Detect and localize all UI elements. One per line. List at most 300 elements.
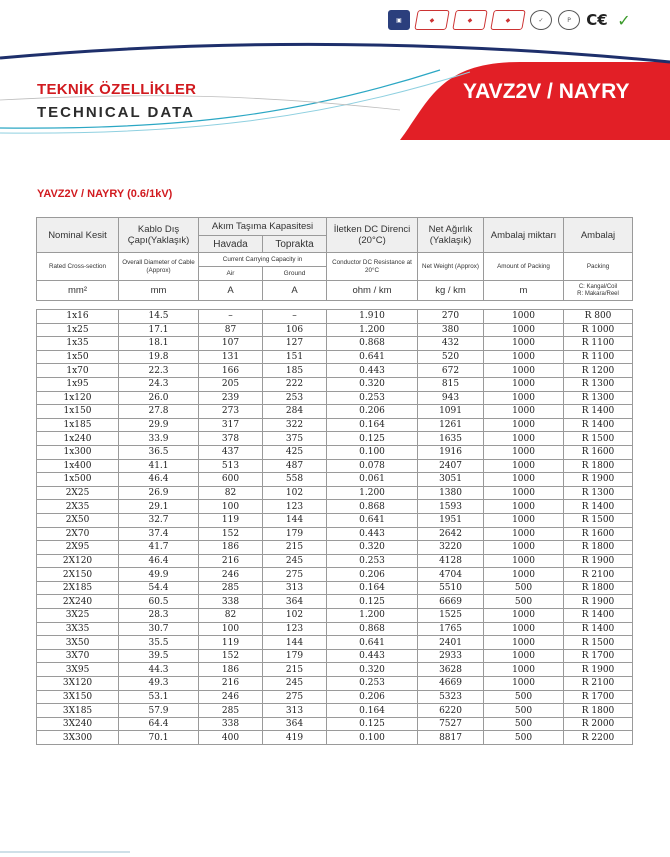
table-row xyxy=(37,459,633,473)
cell-packing: R 1300 xyxy=(564,377,633,391)
cell-section: 2X240 xyxy=(37,595,119,609)
cell-packing: R 1900 xyxy=(564,554,633,568)
cell-air: 186 xyxy=(199,663,263,677)
cell-amount: 500 xyxy=(484,731,564,745)
cell-diameter: 18.1 xyxy=(119,337,199,351)
cell-diameter: 30.7 xyxy=(119,622,199,636)
ul-mark-icon: ✓ xyxy=(530,10,552,30)
table-row xyxy=(37,541,633,555)
cell-weight: 380 xyxy=(418,323,484,337)
unit-ground: A xyxy=(263,281,327,301)
cell-weight: 1916 xyxy=(418,445,484,459)
header-air-en: Air xyxy=(199,267,263,281)
table-row xyxy=(37,364,633,378)
cell-resistance: 1.910 xyxy=(327,310,418,324)
cell-packing: R 1100 xyxy=(564,350,633,364)
cell-section: 2X25 xyxy=(37,486,119,500)
cell-packing: R 1600 xyxy=(564,527,633,541)
table-row xyxy=(37,622,633,636)
cell-amount: 1000 xyxy=(484,609,564,623)
cell-resistance: 0.641 xyxy=(327,513,418,527)
cell-weight: 8817 xyxy=(418,731,484,745)
cell-diameter: 32.7 xyxy=(119,513,199,527)
cell-amount: 1000 xyxy=(484,636,564,650)
cell-air: 400 xyxy=(199,731,263,745)
header-ampacity-tr: Akım Taşıma Kapasitesi xyxy=(199,218,327,236)
header-nominal-tr: Nominal Kesit xyxy=(37,218,119,253)
cell-section: 2X95 xyxy=(37,541,119,555)
cell-diameter: 27.8 xyxy=(119,405,199,419)
cell-air: 216 xyxy=(199,554,263,568)
cell-diameter: 54.4 xyxy=(119,581,199,595)
table-row xyxy=(37,405,633,419)
cell-air: 100 xyxy=(199,500,263,514)
header-packing-en: Packing xyxy=(564,253,633,281)
cell-resistance: 0.253 xyxy=(327,391,418,405)
cell-packing: R 1100 xyxy=(564,337,633,351)
standard-mark-icon: ▣ xyxy=(388,10,410,30)
table-row xyxy=(37,663,633,677)
cell-amount: 1000 xyxy=(484,486,564,500)
cell-resistance: 0.061 xyxy=(327,473,418,487)
cell-weight: 6220 xyxy=(418,704,484,718)
cell-air: 246 xyxy=(199,568,263,582)
table-row xyxy=(37,500,633,514)
header-nominal-en: Rated Cross-section xyxy=(37,253,119,281)
ce-mark-icon: C€ xyxy=(586,11,608,29)
section-subtitle: YAVZ2V / NAYRY (0.6/1kV) xyxy=(37,188,173,200)
cell-resistance: 1.200 xyxy=(327,486,418,500)
cell-ground: 419 xyxy=(263,731,327,745)
cell-resistance: 0.125 xyxy=(327,595,418,609)
cell-diameter: 46.4 xyxy=(119,473,199,487)
cell-diameter: 53.1 xyxy=(119,690,199,704)
cell-packing: R 1400 xyxy=(564,622,633,636)
cell-resistance: 0.206 xyxy=(327,690,418,704)
cell-section: 1x400 xyxy=(37,459,119,473)
header-packing-amount-en: Amount of Packing xyxy=(484,253,564,281)
cell-amount: 1000 xyxy=(484,527,564,541)
table-row xyxy=(37,595,633,609)
cell-ground: 253 xyxy=(263,391,327,405)
cell-resistance: 0.164 xyxy=(327,418,418,432)
cell-section: 3X25 xyxy=(37,609,119,623)
cell-resistance: 0.125 xyxy=(327,717,418,731)
cell-amount: 1000 xyxy=(484,649,564,663)
cell-ground: 275 xyxy=(263,568,327,582)
cell-amount: 1000 xyxy=(484,350,564,364)
cell-packing: R 1200 xyxy=(564,364,633,378)
table-row xyxy=(37,649,633,663)
cell-resistance: 0.078 xyxy=(327,459,418,473)
cell-resistance: 0.100 xyxy=(327,731,418,745)
cell-weight: 2642 xyxy=(418,527,484,541)
table-row xyxy=(37,337,633,351)
cell-ground: 123 xyxy=(263,622,327,636)
cell-section: 3X300 xyxy=(37,731,119,745)
cell-packing: R 1800 xyxy=(564,581,633,595)
cell-air: 285 xyxy=(199,581,263,595)
cell-diameter: 36.5 xyxy=(119,445,199,459)
cell-weight: 1635 xyxy=(418,432,484,446)
cell-ground: 313 xyxy=(263,704,327,718)
unit-diameter: mm xyxy=(119,281,199,301)
cell-diameter: 33.9 xyxy=(119,432,199,446)
cell-section: 3X185 xyxy=(37,704,119,718)
cell-diameter: 41.1 xyxy=(119,459,199,473)
cell-diameter: 49.3 xyxy=(119,677,199,691)
cell-weight: 7527 xyxy=(418,717,484,731)
tse-covid-mark-icon: ◆ xyxy=(452,10,488,30)
cell-ground: 487 xyxy=(263,459,327,473)
cell-amount: 1000 xyxy=(484,541,564,555)
cell-resistance: 0.868 xyxy=(327,337,418,351)
cell-packing: R 1500 xyxy=(564,636,633,650)
cell-ground: 151 xyxy=(263,350,327,364)
table-row xyxy=(37,350,633,364)
cell-diameter: 46.4 xyxy=(119,554,199,568)
cell-packing: R 1700 xyxy=(564,649,633,663)
cell-ground: 179 xyxy=(263,649,327,663)
cell-weight: 943 xyxy=(418,391,484,405)
table-row xyxy=(37,513,633,527)
cell-resistance: 1.200 xyxy=(327,609,418,623)
table-row xyxy=(37,527,633,541)
cell-resistance: 0.206 xyxy=(327,568,418,582)
cell-air: 82 xyxy=(199,609,263,623)
cell-air: 100 xyxy=(199,622,263,636)
cell-diameter: 49.9 xyxy=(119,568,199,582)
header-weight-tr: Net Ağırlık (Yaklaşık) xyxy=(418,218,484,253)
cell-packing: R 1000 xyxy=(564,323,633,337)
cell-air: 338 xyxy=(199,717,263,731)
cell-resistance: 0.641 xyxy=(327,350,418,364)
table-body xyxy=(37,310,633,745)
cell-weight: 1380 xyxy=(418,486,484,500)
cell-resistance: 0.641 xyxy=(327,636,418,650)
cell-diameter: 64.4 xyxy=(119,717,199,731)
rohs-mark-icon: ✓ xyxy=(617,10,631,30)
unit-resistance: ohm / km xyxy=(327,281,418,301)
cell-ground: 215 xyxy=(263,663,327,677)
cell-ground: 123 xyxy=(263,500,327,514)
cell-weight: 1525 xyxy=(418,609,484,623)
cell-section: 1x50 xyxy=(37,350,119,364)
cell-weight: 1593 xyxy=(418,500,484,514)
cell-section: 1x240 xyxy=(37,432,119,446)
cell-ground: 127 xyxy=(263,337,327,351)
unit-section: mm² xyxy=(37,281,119,301)
cell-weight: 3628 xyxy=(418,663,484,677)
header-air-tr: Havada xyxy=(199,236,263,253)
cell-ground: 102 xyxy=(263,486,327,500)
cell-section: 3X50 xyxy=(37,636,119,650)
cell-amount: 1000 xyxy=(484,391,564,405)
cell-diameter: 14.5 xyxy=(119,310,199,324)
cell-packing: R 2200 xyxy=(564,731,633,745)
cell-weight: 2401 xyxy=(418,636,484,650)
cell-ground: 425 xyxy=(263,445,327,459)
cell-ground: 313 xyxy=(263,581,327,595)
cell-diameter: 57.9 xyxy=(119,704,199,718)
cell-air: 119 xyxy=(199,636,263,650)
cell-air: 131 xyxy=(199,350,263,364)
cell-resistance: 0.868 xyxy=(327,622,418,636)
cell-weight: 520 xyxy=(418,350,484,364)
cell-amount: 1000 xyxy=(484,622,564,636)
cell-ground: 222 xyxy=(263,377,327,391)
cell-amount: 500 xyxy=(484,581,564,595)
cell-packing: R 1600 xyxy=(564,445,633,459)
table-row xyxy=(37,486,633,500)
cell-air: 273 xyxy=(199,405,263,419)
cell-amount: 1000 xyxy=(484,418,564,432)
cell-air: 317 xyxy=(199,418,263,432)
cell-resistance: 0.253 xyxy=(327,677,418,691)
table-row xyxy=(37,717,633,731)
cell-amount: 1000 xyxy=(484,568,564,582)
cell-amount: 1000 xyxy=(484,310,564,324)
cell-air: 600 xyxy=(199,473,263,487)
cell-diameter: 26.9 xyxy=(119,486,199,500)
cell-amount: 1000 xyxy=(484,364,564,378)
cell-packing: R 1300 xyxy=(564,391,633,405)
table-row xyxy=(37,704,633,718)
cell-amount: 1000 xyxy=(484,405,564,419)
tse-service-mark-icon: ◆ xyxy=(490,10,526,30)
unit-amount: m xyxy=(484,281,564,301)
cell-ground: 558 xyxy=(263,473,327,487)
cell-diameter: 19.8 xyxy=(119,350,199,364)
unit-air: A xyxy=(199,281,263,301)
cell-air: 378 xyxy=(199,432,263,446)
table-row xyxy=(37,391,633,405)
cell-diameter: 35.5 xyxy=(119,636,199,650)
cell-amount: 1000 xyxy=(484,432,564,446)
table-row xyxy=(37,310,633,324)
cell-section: 3X70 xyxy=(37,649,119,663)
cell-air: 186 xyxy=(199,541,263,555)
cell-packing: R 2100 xyxy=(564,677,633,691)
cell-section: 2X70 xyxy=(37,527,119,541)
cell-air: 205 xyxy=(199,377,263,391)
cell-air: 119 xyxy=(199,513,263,527)
cell-packing: R 800 xyxy=(564,310,633,324)
cell-diameter: 26.0 xyxy=(119,391,199,405)
cell-ground: 364 xyxy=(263,595,327,609)
cell-weight: 2933 xyxy=(418,649,484,663)
cell-diameter: 44.3 xyxy=(119,663,199,677)
cell-resistance: 0.164 xyxy=(327,704,418,718)
header-ground-en: Ground xyxy=(263,267,327,281)
cell-air: 437 xyxy=(199,445,263,459)
cell-amount: 500 xyxy=(484,717,564,731)
unit-packing-coil: C: Kangal/Coil xyxy=(578,283,618,290)
cell-air: 239 xyxy=(199,391,263,405)
cell-section: 3X150 xyxy=(37,690,119,704)
cell-weight: 4704 xyxy=(418,568,484,582)
cell-diameter: 28.3 xyxy=(119,609,199,623)
cell-air: 513 xyxy=(199,459,263,473)
header-ampacity-en: Current Carrying Capacity in xyxy=(199,253,327,267)
cell-ground: 215 xyxy=(263,541,327,555)
cell-weight: 3220 xyxy=(418,541,484,555)
table-row xyxy=(37,568,633,582)
cell-section: 1x95 xyxy=(37,377,119,391)
cell-ground: 106 xyxy=(263,323,327,337)
cell-section: 1x35 xyxy=(37,337,119,351)
unit-packing xyxy=(564,281,633,301)
cell-ground: – xyxy=(263,310,327,324)
cell-section: 2X150 xyxy=(37,568,119,582)
cell-ground: 284 xyxy=(263,405,327,419)
cell-amount: 500 xyxy=(484,690,564,704)
cell-section: 1x25 xyxy=(37,323,119,337)
header-resistance-en: Conductor DC Resistance at 20°C xyxy=(327,253,418,281)
cell-section: 1x120 xyxy=(37,391,119,405)
cell-weight: 1091 xyxy=(418,405,484,419)
unit-weight: kg / km xyxy=(418,281,484,301)
cell-ground: 185 xyxy=(263,364,327,378)
cell-resistance: 0.443 xyxy=(327,527,418,541)
cell-ground: 144 xyxy=(263,636,327,650)
cell-air: 87 xyxy=(199,323,263,337)
cell-resistance: 0.320 xyxy=(327,377,418,391)
cell-section: 3X95 xyxy=(37,663,119,677)
tse-mark-icon: ◆ xyxy=(414,10,450,30)
cell-packing: R 1300 xyxy=(564,486,633,500)
cell-amount: 1000 xyxy=(484,323,564,337)
cell-ground: 102 xyxy=(263,609,327,623)
cell-packing: R 1400 xyxy=(564,418,633,432)
cell-section: 2X185 xyxy=(37,581,119,595)
cell-section: 1x150 xyxy=(37,405,119,419)
cell-weight: 5323 xyxy=(418,690,484,704)
cell-packing: R 1500 xyxy=(564,432,633,446)
cell-resistance: 1.200 xyxy=(327,323,418,337)
cell-packing: R 1400 xyxy=(564,500,633,514)
cell-amount: 1000 xyxy=(484,377,564,391)
cell-section: 1x500 xyxy=(37,473,119,487)
cell-packing: R 2000 xyxy=(564,717,633,731)
cell-resistance: 0.320 xyxy=(327,663,418,677)
cell-diameter: 70.1 xyxy=(119,731,199,745)
footer-line xyxy=(0,851,130,853)
cell-diameter: 24.3 xyxy=(119,377,199,391)
cell-weight: 5510 xyxy=(418,581,484,595)
cell-packing: R 1400 xyxy=(564,609,633,623)
cell-weight: 672 xyxy=(418,364,484,378)
table-row xyxy=(37,473,633,487)
cell-weight: 6669 xyxy=(418,595,484,609)
cell-air: 82 xyxy=(199,486,263,500)
cell-weight: 1261 xyxy=(418,418,484,432)
cell-weight: 1765 xyxy=(418,622,484,636)
header-packing-tr: Ambalaj xyxy=(564,218,633,253)
cell-diameter: 29.9 xyxy=(119,418,199,432)
cell-diameter: 29.1 xyxy=(119,500,199,514)
cell-weight: 270 xyxy=(418,310,484,324)
table-row xyxy=(37,581,633,595)
heading-english: TECHNICAL DATA xyxy=(37,104,195,121)
table-row xyxy=(37,677,633,691)
cell-section: 1x16 xyxy=(37,310,119,324)
cell-resistance: 0.868 xyxy=(327,500,418,514)
product-title: YAVZ2V / NAYRY xyxy=(463,80,630,103)
cell-resistance: 0.164 xyxy=(327,581,418,595)
cell-amount: 1000 xyxy=(484,473,564,487)
header-packing-amount-tr: Ambalaj miktarı xyxy=(484,218,564,253)
table-row xyxy=(37,609,633,623)
cell-amount: 1000 xyxy=(484,337,564,351)
cell-ground: 144 xyxy=(263,513,327,527)
unit-packing-reel: R: Makara/Reel xyxy=(577,290,619,297)
cell-air: 152 xyxy=(199,649,263,663)
cell-resistance: 0.443 xyxy=(327,364,418,378)
cell-resistance: 0.125 xyxy=(327,432,418,446)
table-row xyxy=(37,432,633,446)
cell-ground: 375 xyxy=(263,432,327,446)
cell-air: 166 xyxy=(199,364,263,378)
cell-diameter: 41.7 xyxy=(119,541,199,555)
cell-weight: 432 xyxy=(418,337,484,351)
cell-ground: 364 xyxy=(263,717,327,731)
cell-section: 1x70 xyxy=(37,364,119,378)
cell-section: 1x300 xyxy=(37,445,119,459)
cell-resistance: 0.443 xyxy=(327,649,418,663)
cell-packing: R 1800 xyxy=(564,459,633,473)
cell-amount: 1000 xyxy=(484,677,564,691)
cell-packing: R 1500 xyxy=(564,513,633,527)
cell-amount: 500 xyxy=(484,704,564,718)
cell-air: 216 xyxy=(199,677,263,691)
cell-packing: R 1900 xyxy=(564,663,633,677)
table-row xyxy=(37,377,633,391)
cell-air: 338 xyxy=(199,595,263,609)
header-resistance-tr: İletken DC Direnci (20°C) xyxy=(327,218,418,253)
cell-section: 3X35 xyxy=(37,622,119,636)
cell-ground: 275 xyxy=(263,690,327,704)
cell-amount: 1000 xyxy=(484,500,564,514)
cell-ground: 179 xyxy=(263,527,327,541)
certification-marks xyxy=(388,10,634,30)
cell-weight: 2407 xyxy=(418,459,484,473)
cell-weight: 4128 xyxy=(418,554,484,568)
cell-packing: R 1400 xyxy=(564,405,633,419)
header-diameter-tr: Kablo Dış Çapı(Yaklaşık) xyxy=(119,218,199,253)
cell-section: 2X35 xyxy=(37,500,119,514)
cell-ground: 322 xyxy=(263,418,327,432)
table-row xyxy=(37,323,633,337)
cell-amount: 1000 xyxy=(484,445,564,459)
cell-amount: 1000 xyxy=(484,663,564,677)
cell-amount: 500 xyxy=(484,595,564,609)
cell-diameter: 17.1 xyxy=(119,323,199,337)
cell-resistance: 0.100 xyxy=(327,445,418,459)
cell-section: 1x185 xyxy=(37,418,119,432)
table-row xyxy=(37,636,633,650)
cell-air: 246 xyxy=(199,690,263,704)
cell-resistance: 0.253 xyxy=(327,554,418,568)
table-row xyxy=(37,690,633,704)
cell-air: – xyxy=(199,310,263,324)
cell-section: 2X120 xyxy=(37,554,119,568)
cell-diameter: 39.5 xyxy=(119,649,199,663)
table-row xyxy=(37,554,633,568)
cell-air: 152 xyxy=(199,527,263,541)
cell-weight: 1951 xyxy=(418,513,484,527)
cell-packing: R 2100 xyxy=(564,568,633,582)
